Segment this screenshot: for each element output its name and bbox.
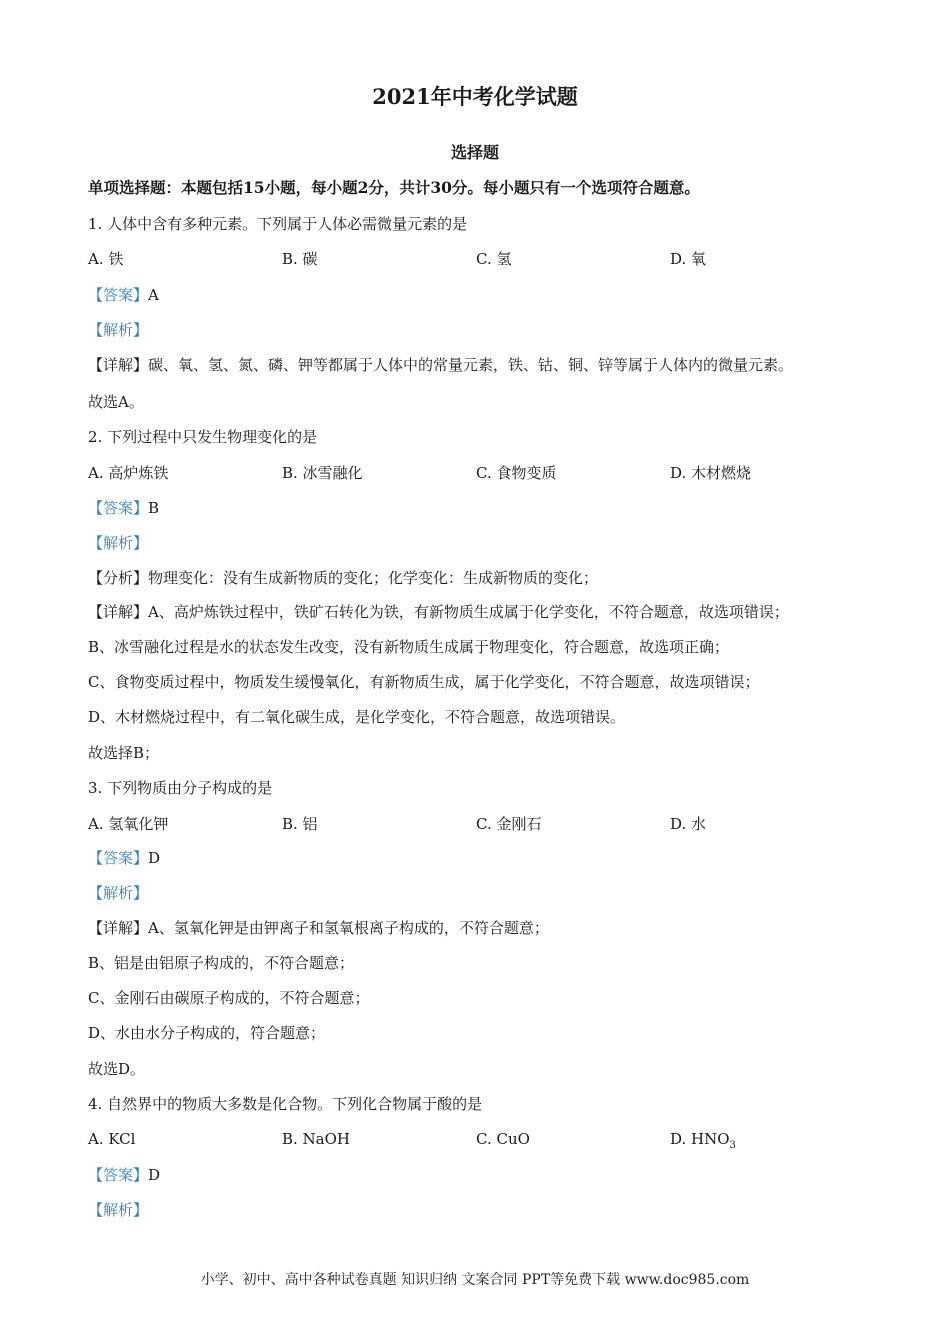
q1-answer	[88, 284, 890, 306]
q4-option-d-text: D. HNO	[670, 1130, 730, 1148]
q2-conclusion: 故选择B；	[88, 744, 160, 762]
q3-answer-value: D	[148, 849, 161, 867]
q4-option-d	[670, 1128, 736, 1157]
answer-label: 【答案】	[88, 1166, 149, 1184]
q1-option-b: B. 碳	[282, 250, 318, 268]
q4-option-d-subscript: 3	[729, 1140, 736, 1151]
q2-detail-2: B、冰雪融化过程是水的状态发生改变，没有新物质生成属于物理变化，符合题意，故选项正确；	[88, 638, 730, 656]
q1-option-c: C. 氢	[476, 250, 512, 268]
q1-option-d: D. 氧	[670, 250, 707, 268]
q3-detail-1: 【详解】A、氢氧化钾是由钾离子和氢氧根离子构成的，不符合题意；	[88, 919, 549, 937]
q2-stem: 2. 下列过程中只发生物理变化的是	[88, 428, 318, 446]
q4-option-b: B. NaOH	[282, 1130, 351, 1148]
q1-conclusion: 故选A。	[88, 393, 144, 411]
q1-answer-value: A	[148, 286, 159, 304]
q4-answer	[88, 1164, 890, 1186]
q2-answer	[88, 497, 890, 519]
q2-analysis-label: 【解析】	[88, 534, 149, 552]
q3-detail-4: D、水由水分子构成的，符合题意；	[88, 1024, 326, 1042]
answer-label: 【答案】	[88, 286, 149, 304]
q2-detail-4: D、木材燃烧过程中，有二氧化碳生成，是化学变化，不符合题意，故选项错误。	[88, 708, 626, 726]
page-title: 2021年中考化学试题	[372, 84, 578, 109]
q3-option-a: A. 氢氧化钾	[88, 815, 169, 833]
q2-option-a: A. 高炉炼铁	[88, 464, 169, 482]
q1-analysis-label: 【解析】	[88, 321, 149, 339]
q1-detail: 【详解】碳、氧、氢、氮、磷、钾等都属于人体中的常量元素，铁、钴、铜、锌等属于人体内的微量元素。	[88, 356, 794, 374]
page-footer: 小学、初中、高中各种试卷真题 知识归纳 文案合同 PPT等免费下载 www.doc985.com	[200, 1272, 750, 1288]
instructions: 单项选择题：本题包括15小题，每小题2分，共计30分。每小题只有一个选项符合题意。	[88, 178, 700, 197]
answer-label: 【答案】	[88, 499, 149, 517]
q3-stem: 3. 下列物质由分子构成的是	[88, 779, 273, 797]
q2-answer-value: B	[148, 499, 160, 517]
q3-option-c: C. 金刚石	[476, 815, 542, 833]
q3-option-d: D. 水	[670, 815, 707, 833]
q3-detail-3: C、金刚石由碳原子构成的，不符合题意；	[88, 989, 370, 1007]
q2-detail-1: 【详解】A、高炉炼铁过程中，铁矿石转化为铁，有新物质生成属于化学变化，不符合题意，故选项错误；	[88, 603, 789, 621]
q3-answer	[88, 847, 890, 869]
q3-detail-2: B、铝是由铝原子构成的，不符合题意；	[88, 954, 355, 972]
q4-option-c: C. CuO	[476, 1130, 530, 1148]
q3-conclusion: 故选D。	[88, 1060, 146, 1078]
q3-option-b: B. 铝	[282, 815, 318, 833]
q4-stem: 4. 自然界中的物质大多数是化合物。下列化合物属于酸的是	[88, 1095, 483, 1113]
q1-stem: 1. 人体中含有多种元素。下列属于人体必需微量元素的是	[88, 215, 468, 233]
q4-analysis-label: 【解析】	[88, 1201, 149, 1219]
q1-option-a: A. 铁	[88, 250, 124, 268]
q2-option-c: C. 食物变质	[476, 464, 557, 482]
q4-answer-value: D	[148, 1166, 161, 1184]
q2-option-b: B. 冰雪融化	[282, 464, 363, 482]
q2-detail-3: C、食物变质过程中，物质发生缓慢氧化，有新物质生成，属于化学变化，不符合题意，故选项错误；	[88, 673, 760, 691]
answer-label: 【答案】	[88, 849, 149, 867]
q3-analysis-label: 【解析】	[88, 884, 149, 902]
section-title: 选择题	[450, 143, 499, 162]
q2-analysis: 【分析】物理变化：没有生成新物质的变化；化学变化：生成新物质的变化；	[88, 569, 599, 587]
q4-option-a: A. KCl	[88, 1130, 136, 1148]
q2-option-d: D. 木材燃烧	[670, 464, 752, 482]
